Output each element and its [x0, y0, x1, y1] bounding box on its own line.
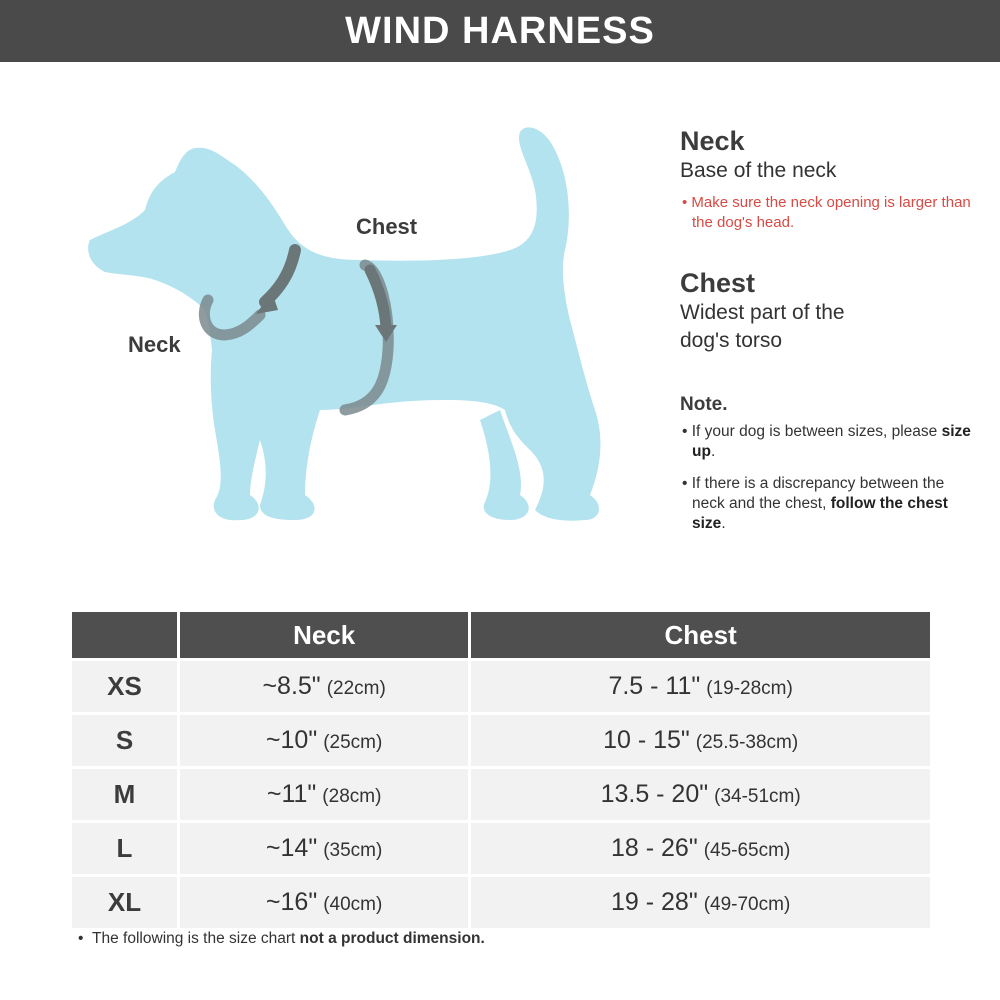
header-size: [72, 612, 180, 658]
table-header-row: [72, 612, 930, 658]
size-cell: M: [72, 766, 180, 820]
chest-info-desc-1: Widest part of the: [680, 301, 845, 324]
chest-cell: 7.5 - 11" (19-28cm): [471, 658, 930, 712]
header-neck: Neck: [180, 612, 471, 658]
size-chart-table: [72, 612, 930, 928]
size-cell: S: [72, 712, 180, 766]
page-title: WIND HARNESS: [345, 9, 655, 52]
neck-cell: ~14" (35cm): [180, 820, 471, 874]
dog-diagram: [60, 110, 620, 570]
chest-label: Chest: [356, 214, 418, 239]
chest-cell: 19 - 28" (49-70cm): [471, 874, 930, 928]
note-item-2: • If there is a discrepancy between the neck and the chest, follow the chest size.: [682, 475, 948, 532]
table-row: [72, 712, 930, 766]
chest-cell: 10 - 15" (25.5-38cm): [471, 712, 930, 766]
size-cell: XL: [72, 874, 180, 928]
neck-cell: ~8.5" (22cm): [180, 658, 471, 712]
neck-info-desc: Base of the neck: [680, 159, 837, 182]
size-cell: L: [72, 820, 180, 874]
chest-cell: 13.5 - 20" (34-51cm): [471, 766, 930, 820]
chest-info-title: Chest: [680, 268, 756, 298]
table-row: [72, 874, 930, 928]
title-banner: [0, 0, 1000, 62]
neck-cell: ~11" (28cm): [180, 766, 471, 820]
header-chest: Chest: [471, 612, 930, 658]
note-item-1: • If your dog is between sizes, please size up.: [682, 423, 971, 460]
neck-info: [680, 126, 980, 233]
neck-cell: ~16" (40cm): [180, 874, 471, 928]
neck-warning: • Make sure the neck opening is larger than the dog's head.: [682, 194, 971, 231]
chest-cell: 18 - 26" (45-65cm): [471, 820, 930, 874]
size-cell: XS: [72, 658, 180, 712]
footnote: • The following is the size chart not a product dimension.: [78, 930, 485, 947]
table-row: [72, 766, 930, 820]
note-title: Note.: [680, 394, 728, 415]
neck-cell: ~10" (25cm): [180, 712, 471, 766]
table-row: [72, 658, 930, 712]
chest-info: [680, 268, 980, 355]
chest-info-desc-2: dog's torso: [680, 329, 783, 352]
table-row: [72, 820, 930, 874]
neck-info-title: Neck: [680, 126, 745, 156]
dog-body: [88, 127, 600, 520]
note-section: [680, 394, 980, 534]
neck-label: Neck: [128, 332, 181, 357]
